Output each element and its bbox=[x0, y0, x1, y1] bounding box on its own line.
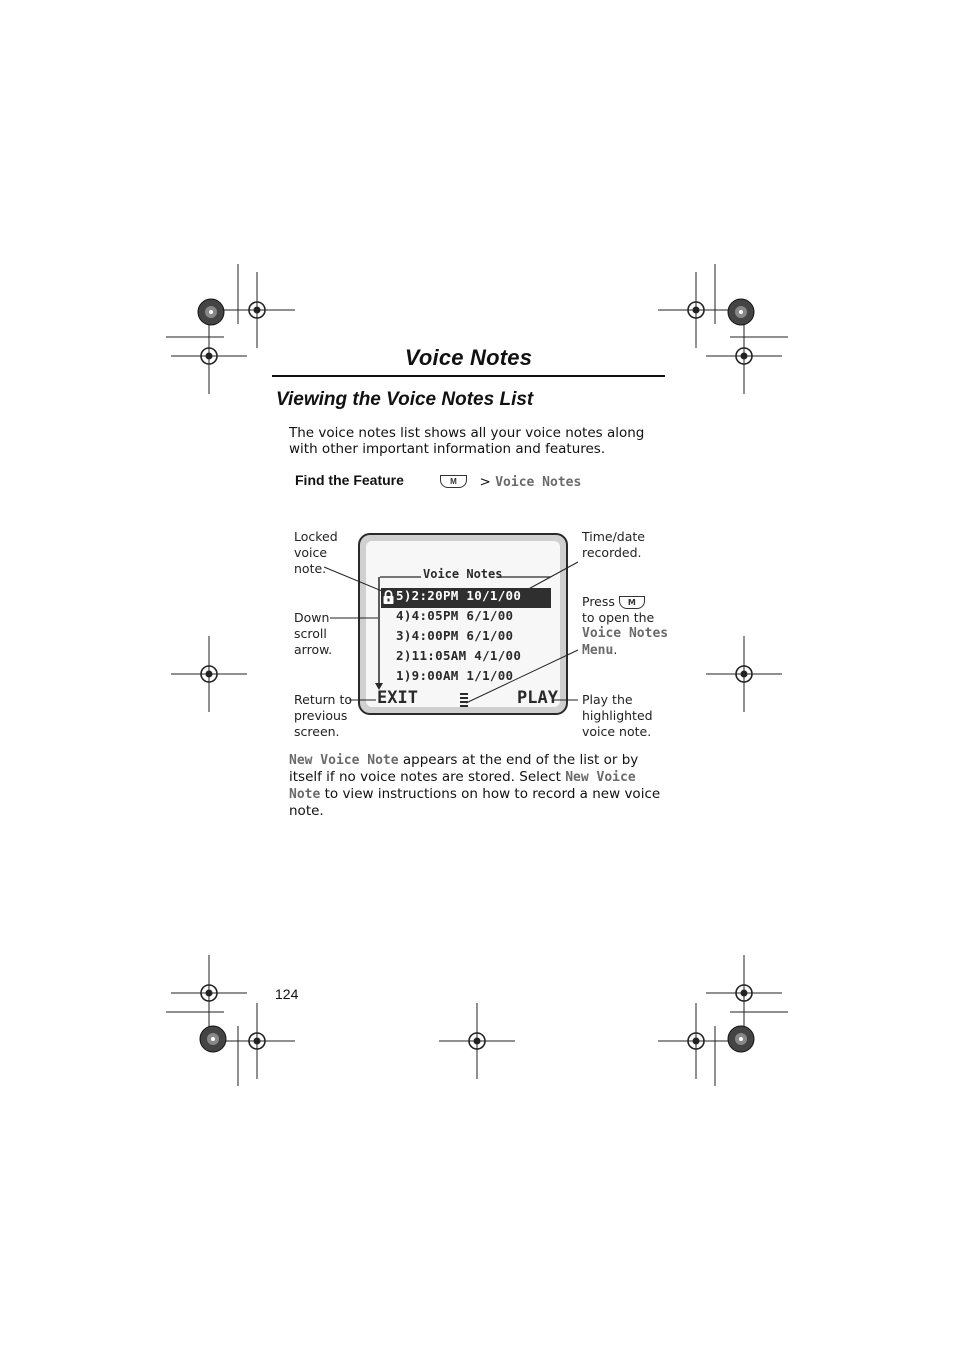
callout-down-scroll: Down scroll arrow. bbox=[294, 610, 333, 657]
screen-title: Voice Notes bbox=[423, 567, 503, 581]
path-voice-notes: Voice Notes bbox=[495, 475, 582, 490]
section-title: Viewing the Voice Notes List bbox=[276, 389, 534, 410]
callout-return: Return to previous screen. bbox=[294, 692, 353, 739]
new-voice-note-paragraph: New Voice Note appears at the end of the list or by itself if no voice notes are stored. Select New Voice Note to view instructions on how to record a new voice note. bbox=[289, 752, 661, 819]
voice-note-row[interactable]: 2)11:05AM 4/1/00 bbox=[396, 648, 522, 663]
intro-paragraph: The voice notes list shows all your voice notes along with other important information and features. bbox=[289, 425, 645, 457]
menu-key-icon: M bbox=[619, 596, 645, 609]
page-number: 124 bbox=[275, 986, 299, 1002]
callout-locked: Locked voice note. bbox=[294, 529, 338, 576]
voice-note-row[interactable]: 4)4:05PM 6/1/00 bbox=[396, 608, 514, 623]
voice-note-row[interactable]: 3)4:00PM 6/1/00 bbox=[396, 628, 514, 643]
callout-play: Play the highlighted voice note. bbox=[582, 692, 653, 739]
menu-indicator-icon bbox=[460, 693, 468, 707]
callout-press-menu: Press M to open the Voice Notes Menu. bbox=[582, 594, 669, 658]
chapter-title: Voice Notes bbox=[404, 345, 533, 370]
menu-key-icon: M bbox=[440, 475, 467, 488]
exit-softkey[interactable]: EXIT bbox=[377, 688, 418, 708]
voice-note-row[interactable]: 5)2:20PM 10/1/00 bbox=[396, 588, 522, 603]
voice-note-row[interactable]: 1)9:00AM 1/1/00 bbox=[396, 668, 514, 683]
find-feature-label: Find the Feature bbox=[295, 472, 404, 488]
path-separator: > bbox=[479, 474, 491, 490]
callout-time-date: Time/date recorded. bbox=[582, 529, 645, 560]
play-softkey[interactable]: PLAY bbox=[517, 688, 558, 708]
lock-icon bbox=[382, 590, 395, 605]
